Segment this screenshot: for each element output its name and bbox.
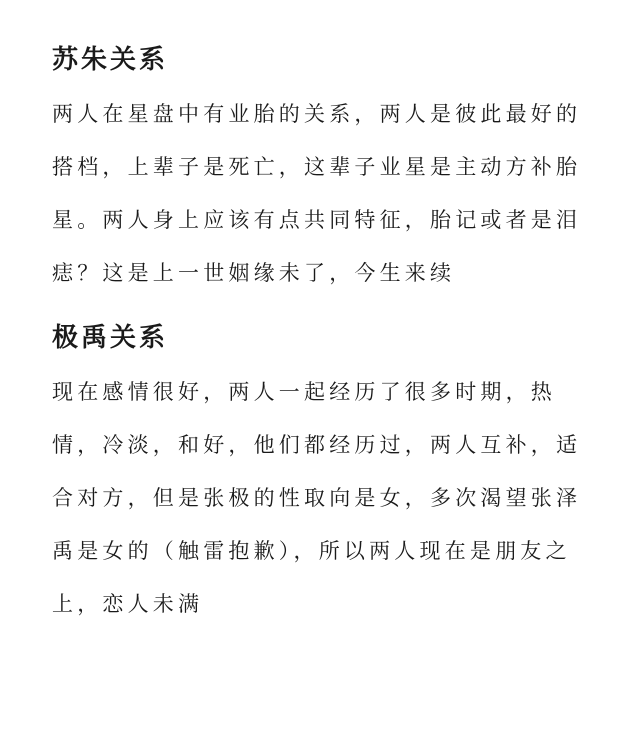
section-ji-yu	[52, 314, 592, 631]
section-title: 苏朱关系	[52, 45, 169, 75]
section-body: 现在感情很好，两人一起经历了很多时期，热情，冷淡，和好，他们都经历过，两人互补，适合对方，但是张极的性取向是女，多次渴望张泽禹是女的（触雷抱歉），所以两人现在是朋友之上，恋人未满	[52, 380, 582, 616]
section-su-zhu	[52, 36, 592, 300]
section-title: 极禹关系	[52, 323, 169, 353]
section-body: 两人在星盘中有业胎的关系，两人是彼此最好的搭档，上辈子是死亡，这辈子业星是主动方补胎星。两人身上应该有点共同特征，胎记或者是泪痣？这是上一世姻缘未了，今生来续	[52, 102, 582, 285]
